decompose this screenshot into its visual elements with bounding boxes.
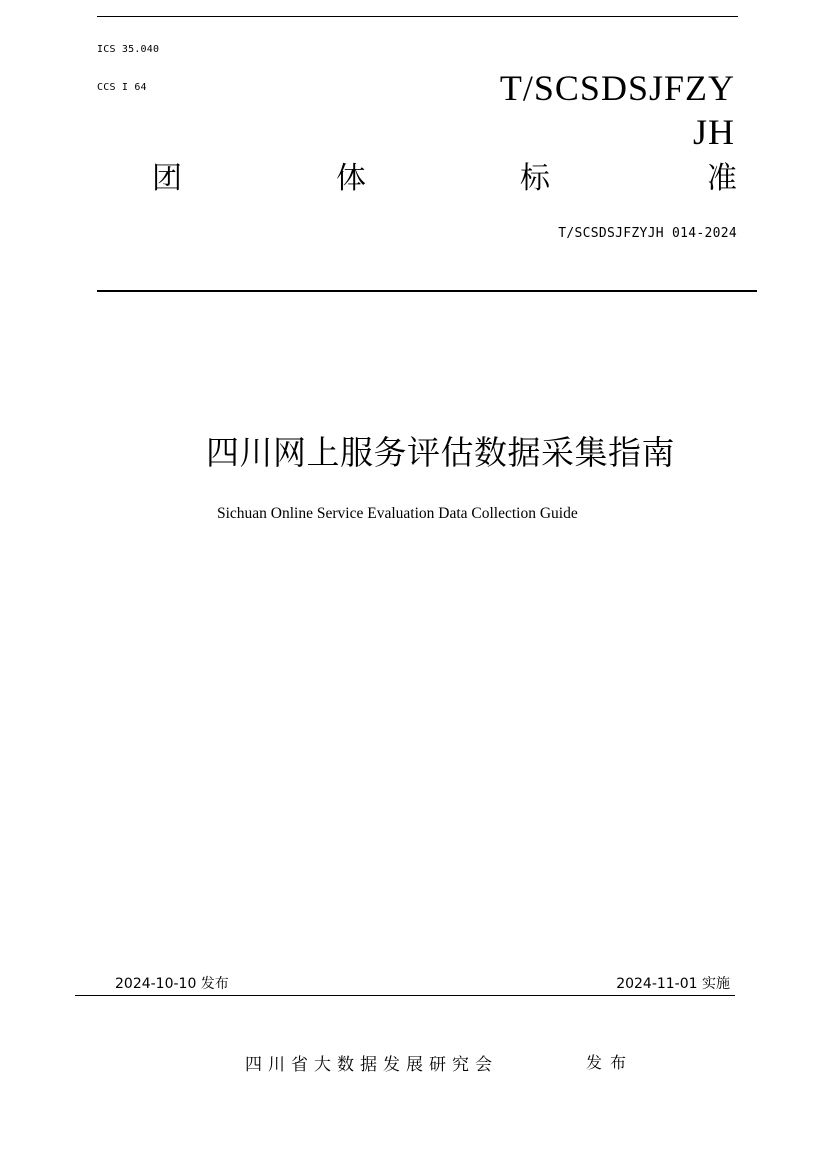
document-title-english: Sichuan Online Service Evaluation Data Collection Guide — [217, 505, 578, 522]
standard-type-char-2: 体 — [336, 161, 366, 196]
standard-type-char-1: 团 — [152, 161, 182, 196]
implementation-date: 2024-11-01 实施 — [616, 976, 730, 992]
release-date: 2024-10-10 发布 — [115, 976, 229, 992]
document-title-chinese: 四川网上服务评估数据采集指南 — [206, 433, 675, 472]
publisher-name: 四川省大数据发展研究会 — [245, 1055, 498, 1075]
header-bottom-rule — [97, 290, 757, 292]
ccs-code: CCS I 64 — [97, 82, 147, 93]
standard-prefix-line2: JH — [692, 112, 735, 152]
ics-code: ICS 35.040 — [97, 44, 160, 55]
standard-type-char-4: 准 — [707, 161, 737, 196]
publish-label: 发布 — [586, 1053, 635, 1072]
standard-number: T/SCSDSJFZYJH 014-2024 — [558, 226, 737, 241]
footer-rule — [75, 995, 735, 996]
top-rule — [97, 16, 738, 17]
standard-prefix-line1: T/SCSDSJFZY — [499, 68, 735, 108]
standard-type-char-3: 标 — [520, 161, 550, 196]
